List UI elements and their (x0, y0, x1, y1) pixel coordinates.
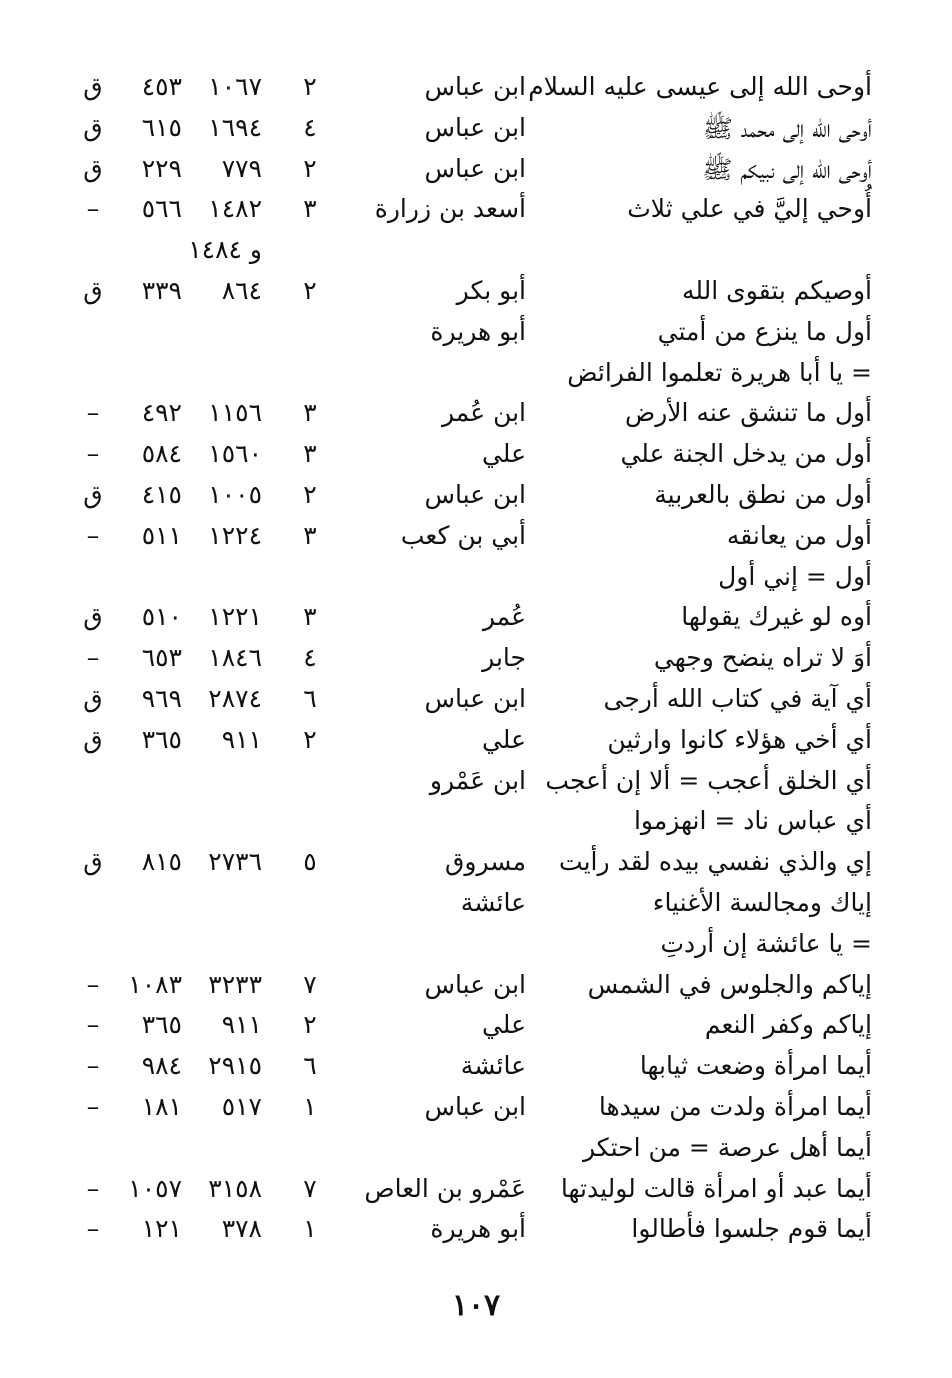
index-row (0, 968, 952, 1009)
hadith-text: إياكم وكفر النعم (704, 1010, 872, 1040)
index-row (0, 192, 952, 233)
index-row (0, 111, 952, 152)
page-reference: ٤٩٢ (141, 398, 182, 428)
page-reference: ٣٦٥ (141, 1010, 182, 1040)
hadith-text: أي أخي هؤلاء كانوا وارثين (607, 724, 872, 754)
page-reference: ٨١٥ (141, 847, 182, 877)
index-row (0, 315, 952, 356)
hadith-number: ٢٧٣٦ (208, 847, 262, 877)
hadith-text: أُوحي إليَّ في علي ثلاث (627, 194, 872, 224)
narrator: علي (481, 724, 526, 754)
narrator: ابن عباس (424, 153, 526, 183)
page-reference: ١٢١ (141, 1214, 182, 1244)
index-row (0, 233, 952, 274)
volume-number: ٢ (303, 72, 317, 101)
page-reference: ١٠٥٧ (128, 1173, 182, 1203)
hadith-text: أوحى الله إلى نبيكم ﷺ (702, 154, 872, 184)
index-row (0, 1049, 952, 1090)
page-reference: ٩٨٤ (141, 1051, 182, 1081)
hadith-number: ٩١١ (221, 724, 262, 754)
hadith-text: أيما امرأة وضعت ثيابها (639, 1051, 872, 1081)
index-row (0, 886, 952, 927)
source-mark: – (86, 643, 100, 673)
source-mark: – (86, 1051, 100, 1081)
hadith-number: ٨٦٤ (221, 275, 262, 305)
hadith-text: أي آية في كتاب الله أرجى (603, 683, 872, 713)
hadith-number: ١٤٨٢ (208, 194, 262, 224)
volume-number: ٣ (303, 602, 317, 632)
page-reference: ٤٥٣ (141, 72, 182, 101)
source-mark: ق (83, 602, 103, 632)
narrator: ابن عباس (424, 1091, 526, 1121)
hadith-number: ١٠٦٧ (208, 72, 262, 101)
hadith-number: ١١٥٦ (208, 398, 262, 428)
hadith-text: أي عباس ناد = انهزموا (633, 806, 872, 836)
narrator: عَمْرو بن العاص (364, 1173, 526, 1203)
hadith-number: ٢٩١٥ (208, 1051, 262, 1081)
index-row (0, 560, 952, 601)
index-row (0, 1090, 952, 1131)
index-row (0, 396, 952, 437)
hadith-number: ١٨٤٦ (208, 643, 262, 673)
hadith-text: أوحى الله إلى عيسى عليه السلام (528, 72, 872, 101)
narrator: أبو بكر (456, 275, 526, 305)
page-reference: ٥١٠ (141, 602, 182, 632)
page-reference: ٥٨٤ (141, 439, 182, 469)
narrator: ابن عباس (424, 683, 526, 713)
hadith-text: إياك ومجالسة الأغنياء (652, 887, 872, 917)
hadith-number: ١٢٢٤ (208, 520, 262, 550)
volume-number: ٣ (303, 194, 317, 224)
index-row (0, 682, 952, 723)
index-row (0, 152, 952, 193)
page-reference: ٣٣٩ (141, 275, 182, 305)
hadith-text: أوَ لا تراه ينضح وجهي (653, 643, 872, 673)
volume-number: ٢ (303, 479, 317, 509)
page-number: ١٠٧ (451, 1288, 501, 1323)
hadith-number: ٣٢٣٣ (208, 969, 262, 999)
index-row (0, 764, 952, 805)
hadith-number: ٣١٥٨ (208, 1173, 262, 1203)
narrator: عائشة (460, 887, 526, 917)
hadith-text: أوه لو غيرك يقولها (681, 602, 872, 632)
narrator: ابن عَمْرو (429, 765, 526, 795)
hadith-text: إي والذي نفسي بيده لقد رأيت (559, 847, 872, 877)
volume-number: ٦ (303, 683, 317, 713)
narrator: عائشة (460, 1051, 526, 1081)
page-reference: ٦٥٣ (141, 643, 182, 673)
source-mark: ق (83, 724, 103, 754)
hadith-number: و ١٤٨٤ (188, 235, 262, 265)
hadith-text: أول ما تنشق عنه الأرض (625, 398, 872, 428)
hadith-text: أول ما ينزع من أمتي (657, 316, 872, 346)
index-row (0, 641, 952, 682)
index-row (0, 1212, 952, 1253)
hadith-text: أيما قوم جلسوا فأطالوا (631, 1214, 872, 1244)
narrator: أبو هريرة (430, 1214, 526, 1244)
volume-number: ١ (303, 1214, 317, 1244)
narrator: علي (481, 1010, 526, 1040)
hadith-number: ١٥٦٠ (208, 439, 262, 469)
source-mark: – (86, 1173, 100, 1203)
index-row (0, 478, 952, 519)
hadith-number: ٢٨٧٤ (208, 683, 262, 713)
narrator: ابن عباس (424, 72, 526, 101)
page-reference: ٩٦٩ (141, 683, 182, 713)
hadith-number: ١٠٠٥ (208, 479, 262, 509)
index-row (0, 1008, 952, 1049)
volume-number: ٤ (303, 112, 317, 142)
index-table (0, 70, 952, 1253)
volume-number: ١ (303, 1091, 317, 1121)
page-reference: ٤١٥ (141, 479, 182, 509)
source-mark: – (86, 1214, 100, 1244)
volume-number: ٤ (303, 643, 317, 673)
hadith-text: أول من يعانقه (726, 520, 872, 550)
narrator: ابن عباس (424, 969, 526, 999)
source-mark: ق (83, 112, 103, 142)
source-mark: ق (83, 847, 103, 877)
index-row (0, 845, 952, 886)
hadith-text: أول من يدخل الجنة علي (620, 439, 872, 469)
volume-number: ٢ (303, 153, 317, 183)
page-reference: ٢٢٩ (141, 153, 182, 183)
source-mark: – (86, 520, 100, 550)
index-row (0, 1172, 952, 1213)
narrator: عُمر (482, 602, 526, 632)
hadith-text: إياكم والجلوس في الشمس (587, 969, 872, 999)
hadith-number: ٣٧٨ (221, 1214, 262, 1244)
index-row (0, 723, 952, 764)
source-mark: – (86, 969, 100, 999)
volume-number: ٢ (303, 724, 317, 754)
source-mark: – (86, 398, 100, 428)
hadith-number: ١٦٩٤ (208, 112, 262, 142)
hadith-number: ١٢٢١ (208, 602, 262, 632)
hadith-text: أيما أهل عرصة = من احتكر (582, 1132, 872, 1162)
source-mark: ق (83, 72, 103, 101)
narrator: ابن عباس (424, 479, 526, 509)
volume-number: ٥ (303, 847, 317, 877)
hadith-text: = يا عائشة إن أردتِ (660, 928, 872, 958)
page-reference: ٦١٥ (141, 112, 182, 142)
volume-number: ٣ (303, 398, 317, 428)
narrator: أبو هريرة (430, 316, 526, 346)
source-mark: – (86, 1010, 100, 1040)
index-row (0, 356, 952, 397)
index-row (0, 70, 952, 111)
index-row (0, 437, 952, 478)
hadith-text: = يا أبا هريرة تعلموا الفرائض (567, 357, 872, 387)
hadith-text: أيما عبد أو امرأة قالت لوليدتها (560, 1173, 872, 1203)
hadith-text: أوحى الله إلى محمد ﷺ (702, 113, 872, 143)
hadith-text: أيما امرأة ولدت من سيدها (598, 1091, 872, 1121)
hadith-number: ٥١٧ (221, 1091, 262, 1121)
source-mark: ق (83, 683, 103, 713)
index-row (0, 927, 952, 968)
page-reference: ٥١١ (141, 520, 182, 550)
index-row (0, 1131, 952, 1172)
source-mark: – (86, 439, 100, 469)
hadith-number: ٩١١ (221, 1010, 262, 1040)
volume-number: ٧ (303, 1173, 317, 1203)
narrator: أبي بن كعب (400, 520, 526, 550)
page-reference: ٥٦٦ (141, 194, 182, 224)
source-mark: ق (83, 275, 103, 305)
source-mark: – (86, 194, 100, 224)
volume-number: ٧ (303, 969, 317, 999)
narrator: جابر (482, 643, 526, 673)
narrator: أسعد بن زرارة (374, 194, 526, 224)
volume-number: ٦ (303, 1051, 317, 1081)
source-mark: ق (83, 479, 103, 509)
page-reference: ٣٦٥ (141, 724, 182, 754)
narrator: ابن عباس (424, 112, 526, 142)
volume-number: ٢ (303, 1010, 317, 1040)
page-reference: ١٨١ (141, 1091, 182, 1121)
index-row (0, 274, 952, 315)
index-row (0, 600, 952, 641)
hadith-number: ٧٧٩ (221, 153, 262, 183)
volume-number: ٣ (303, 439, 317, 469)
source-mark: ق (83, 153, 103, 183)
hadith-text: أوصيكم بتقوى الله (681, 275, 872, 305)
narrator: علي (481, 439, 526, 469)
volume-number: ٣ (303, 520, 317, 550)
narrator: ابن عُمر (441, 398, 526, 428)
page-reference: ١٠٨٣ (128, 969, 182, 999)
hadith-text: أي الخلق أعجب = ألا إن أعجب (545, 765, 872, 795)
hadith-text: أول من نطق بالعربية (654, 479, 872, 509)
index-row (0, 519, 952, 560)
source-mark: – (86, 1091, 100, 1121)
narrator: مسروق (445, 847, 526, 877)
hadith-text: أول = إني أول (718, 561, 872, 591)
index-row (0, 804, 952, 845)
volume-number: ٢ (303, 275, 317, 305)
